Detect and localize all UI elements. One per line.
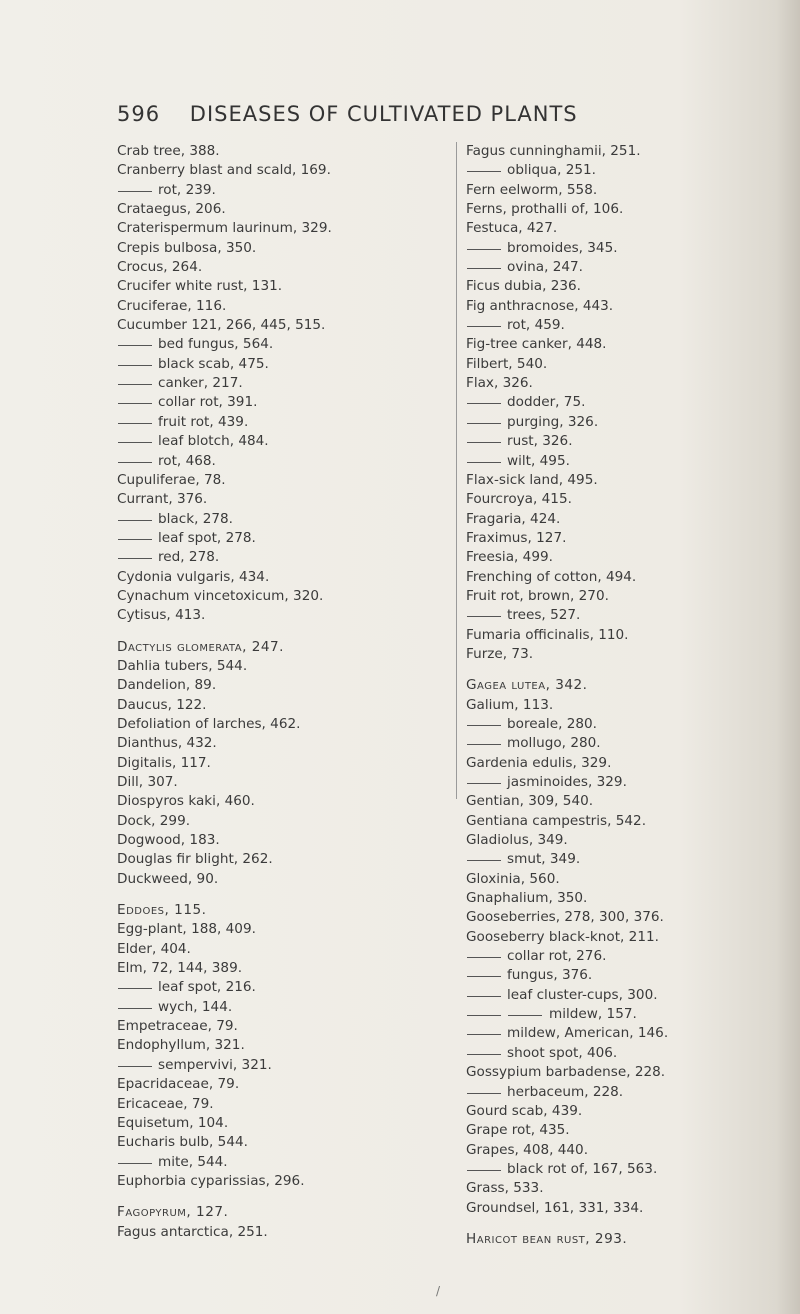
index-subentry: sempervivi, 321. xyxy=(117,1056,437,1075)
index-entry: Fourcroya, 415. xyxy=(466,491,572,508)
section-gap xyxy=(466,1218,766,1230)
index-subentry: wilt, 495. xyxy=(466,452,766,471)
index-entry: Crepis bulbosa, 350. xyxy=(117,239,257,256)
index-subentry: leaf spot, 216. xyxy=(117,978,437,997)
footer-mark: / xyxy=(436,1284,441,1298)
section-gap xyxy=(117,889,437,901)
index-entry: Filbert, 540. xyxy=(466,355,548,372)
index-entry: Fagopyrum, 127. xyxy=(117,1204,229,1221)
index-entry: Gentian, 309, 540. xyxy=(466,793,594,810)
index-entry: Fumaria officinalis, 110. xyxy=(466,626,629,643)
index-subentry: black rot of, 167, 563. xyxy=(466,1160,766,1179)
index-entry: Fruit rot, brown, 270. xyxy=(466,587,609,604)
index-entry: Fagus antarctica, 251. xyxy=(117,1223,268,1240)
index-entry: Crataegus, 206. xyxy=(117,201,226,218)
index-subentry: obliqua, 251. xyxy=(466,161,766,180)
index-entry: Dahlia tubers, 544. xyxy=(117,657,248,674)
index-entry: Euphorbia cyparissias, 296. xyxy=(117,1172,305,1189)
index-entry: Diospyros kaki, 460. xyxy=(117,793,255,810)
index-entry: Fraximus, 127. xyxy=(466,529,567,546)
index-entry: Digitalis, 117. xyxy=(117,754,211,771)
index-subentry: shoot spot, 406. xyxy=(466,1044,766,1063)
index-entry: Gladiolus, 349. xyxy=(466,832,568,849)
index-entry: Ferns, prothalli of, 106. xyxy=(466,201,624,218)
index-entry: Cucumber 121, 266, 445, 515. xyxy=(117,317,326,334)
index-entry: Cynachum vincetoxicum, 320. xyxy=(117,587,324,604)
index-entry: Craterispermum laurinum, 329. xyxy=(117,220,332,237)
index-entry: Grape rot, 435. xyxy=(466,1122,570,1139)
index-entry: Cruciferae, 116. xyxy=(117,297,227,314)
index-subentry: fruit rot, 439. xyxy=(117,413,437,432)
index-entry: Gooseberry black-knot, 211. xyxy=(466,928,659,945)
index-subentry: collar rot, 276. xyxy=(466,947,766,966)
index-entry: Cytisus, 413. xyxy=(117,607,206,624)
index-entry: Duckweed, 90. xyxy=(117,870,219,887)
index-subentry: mollugo, 280. xyxy=(466,734,766,753)
index-entry: Frenching of cotton, 494. xyxy=(466,568,637,585)
index-subentry: leaf spot, 278. xyxy=(117,529,437,548)
page-title: DISEASES OF CULTIVATED PLANTS xyxy=(189,102,578,126)
index-entry: Equisetum, 104. xyxy=(117,1114,229,1131)
index-subentry: leaf blotch, 484. xyxy=(117,432,437,451)
index-entry: Grapes, 408, 440. xyxy=(466,1141,589,1158)
index-subentry: rot, 459. xyxy=(466,316,766,335)
index-entry: Crocus, 264. xyxy=(117,259,203,276)
index-entry: Gnaphalium, 350. xyxy=(466,890,588,907)
index-entry: Fagus cunninghamii, 251. xyxy=(466,143,641,159)
index-entry: Eddoes, 115. xyxy=(117,902,207,919)
index-entry: Dactylis glomerata, 247. xyxy=(117,638,284,655)
index-subentry: dodder, 75. xyxy=(466,393,766,412)
index-entry: Dock, 299. xyxy=(117,812,191,829)
index-entry: Daucus, 122. xyxy=(117,696,207,713)
index-entry: Festuca, 427. xyxy=(466,220,558,237)
index-entry: Fig anthracnose, 443. xyxy=(466,297,614,314)
index-subentry: mildew, 157. xyxy=(466,1005,766,1024)
section-gap xyxy=(117,1191,437,1203)
index-subentry: rot, 468. xyxy=(117,452,437,471)
index-entry: Fern eelworm, 558. xyxy=(466,181,598,198)
index-subentry: collar rot, 391. xyxy=(117,393,437,412)
index-entry: Eucharis bulb, 544. xyxy=(117,1134,248,1151)
index-column-left xyxy=(117,142,437,1242)
index-entry: Galium, 113. xyxy=(466,696,554,713)
index-entry: Gloxinia, 560. xyxy=(466,870,560,887)
index-entry: Douglas fir blight, 262. xyxy=(117,851,273,868)
index-entry: Fig-tree canker, 448. xyxy=(466,336,607,353)
index-entry: Haricot bean rust, 293. xyxy=(466,1230,628,1247)
index-subentry: rust, 326. xyxy=(466,432,766,451)
index-entry: Elder, 404. xyxy=(117,940,191,957)
index-entry: Epacridaceae, 79. xyxy=(117,1076,240,1093)
index-subentry: jasminoides, 329. xyxy=(466,773,766,792)
index-entry: Gooseberries, 278, 300, 376. xyxy=(466,909,664,926)
index-subentry: trees, 527. xyxy=(466,606,766,625)
index-subentry: rot, 239. xyxy=(117,181,437,200)
index-entry: Furze, 73. xyxy=(466,645,534,662)
index-entry: Gossypium barbadense, 228. xyxy=(466,1064,666,1081)
index-entry: Endophyllum, 321. xyxy=(117,1037,245,1054)
index-subentry: fungus, 376. xyxy=(466,966,766,985)
index-entry: Cranberry blast and scald, 169. xyxy=(117,162,331,179)
index-entry: Freesia, 499. xyxy=(466,549,553,566)
index-entry: Dandelion, 89. xyxy=(117,677,217,694)
page-number: 596 xyxy=(117,102,161,126)
index-entry: Groundsel, 161, 331, 334. xyxy=(466,1199,644,1216)
index-entry: Dill, 307. xyxy=(117,774,178,790)
index-subentry: leaf cluster-cups, 300. xyxy=(466,986,766,1005)
index-entry: Flax, 326. xyxy=(466,375,533,392)
index-entry: Dianthus, 432. xyxy=(117,735,217,752)
index-entry: Elm, 72, 144, 389. xyxy=(117,960,243,977)
index-entry: Gagea lutea, 342. xyxy=(466,677,588,694)
index-subentry: smut, 349. xyxy=(466,850,766,869)
index-entry: Gardenia edulis, 329. xyxy=(466,754,612,771)
index-subentry: black, 278. xyxy=(117,510,437,529)
index-entry: Currant, 376. xyxy=(117,491,208,508)
index-subentry: bed fungus, 564. xyxy=(117,335,437,354)
index-subentry: mite, 544. xyxy=(117,1153,437,1172)
index-subentry: mildew, American, 146. xyxy=(466,1024,766,1043)
index-entry: Fragaria, 424. xyxy=(466,510,561,527)
index-entry: Gentiana campestris, 542. xyxy=(466,812,647,829)
index-entry: Crab tree, 388. xyxy=(117,143,220,159)
index-subentry: canker, 217. xyxy=(117,374,437,393)
index-entry: Egg-plant, 188, 409. xyxy=(117,921,256,938)
index-subentry: red, 278. xyxy=(117,548,437,567)
page-header xyxy=(117,102,757,126)
index-entry: Cupuliferae, 78. xyxy=(117,471,226,488)
index-entry: Ficus dubia, 236. xyxy=(466,278,581,295)
index-subentry: purging, 326. xyxy=(466,413,766,432)
index-entry: Ericaceae, 79. xyxy=(117,1095,214,1112)
index-entry: Cydonia vulgaris, 434. xyxy=(117,568,270,585)
index-entry: Grass, 533. xyxy=(466,1180,544,1197)
index-subentry: bromoides, 345. xyxy=(466,239,766,258)
section-gap xyxy=(466,664,766,676)
index-subentry: ovina, 247. xyxy=(466,258,766,277)
index-entry: Dogwood, 183. xyxy=(117,832,220,849)
section-gap xyxy=(117,626,437,638)
index-subentry: wych, 144. xyxy=(117,998,437,1017)
index-entry: Empetraceae, 79. xyxy=(117,1018,238,1035)
index-entry: Defoliation of larches, 462. xyxy=(117,715,301,732)
index-subentry: boreale, 280. xyxy=(466,715,766,734)
index-subentry: herbaceum, 228. xyxy=(466,1083,766,1102)
index-entry: Gourd scab, 439. xyxy=(466,1102,583,1119)
index-subentry: black scab, 475. xyxy=(117,355,437,374)
index-column-right xyxy=(456,142,766,1247)
index-entry: Flax-sick land, 495. xyxy=(466,471,598,488)
index-entry: Crucifer white rust, 131. xyxy=(117,278,283,295)
